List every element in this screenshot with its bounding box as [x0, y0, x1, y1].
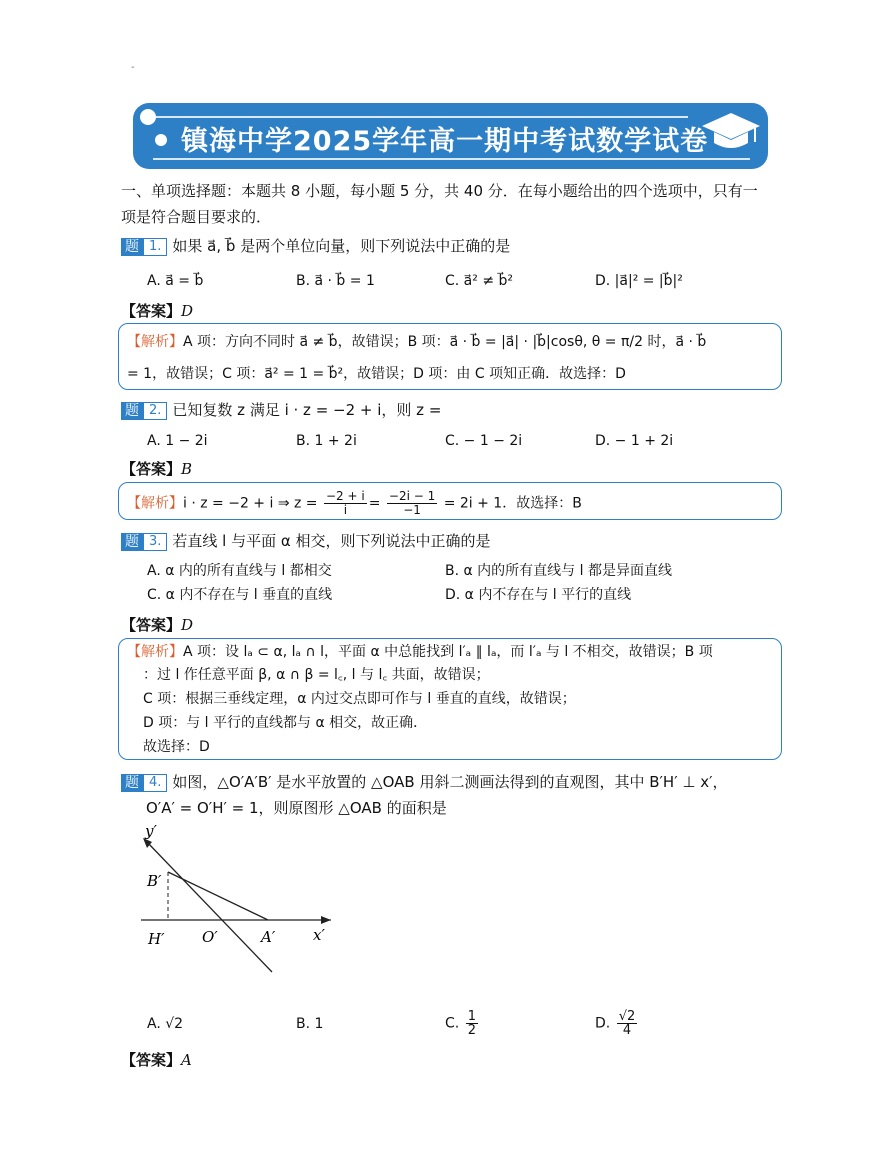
oblique-figure — [135, 820, 345, 980]
option-a: A. √2 — [147, 1016, 184, 1032]
analysis-line: C 项：根据三垂线定理，α 内过交点即可作与 l 垂直的直线，故错误； — [143, 691, 576, 707]
analysis-line: ：过 l 作任意平面 β, α ∩ β = l꜀, l 与 l꜀ 共面，故错误； — [143, 667, 490, 683]
fraction: $\frac{1}{2}$ — [467, 1009, 476, 1038]
question-1 — [121, 236, 510, 256]
label-h: H′ — [148, 930, 165, 948]
page-title: 镇海中学2025学年高一期中考试数学试卷 — [181, 126, 709, 157]
banner-line-bottom — [153, 158, 750, 160]
section-heading-cont: 项是符合题目要求的． — [121, 208, 272, 226]
question-2 — [121, 400, 441, 420]
label-b: B′ — [147, 872, 162, 890]
option-d: D. |a⃗|² = |b⃗|² — [595, 273, 683, 289]
banner-line-top — [153, 116, 688, 118]
fraction: $\frac{√2}{4}$ — [618, 1009, 636, 1038]
question-tag: 题 3. — [121, 533, 167, 551]
question-3 — [121, 531, 491, 551]
question-stem: 如图，△O′A′B′ 是水平放置的 △OAB 用斜二测画法得到的直观图，其中 B′H′ ⊥ x′， — [172, 773, 728, 791]
analysis-box-1 — [118, 323, 782, 390]
section-heading: 一、单项选择题：本题共 8 小题，每小题 5 分，共 40 分．在每小题给出的四个选项中，只有一 — [121, 182, 758, 200]
question-tag: 题 4. — [121, 774, 167, 792]
answer-2: 【答案】B — [121, 460, 193, 478]
answer-1: 【答案】D — [121, 302, 194, 320]
fraction: $\frac{-2 + i}{i}$ — [326, 489, 365, 517]
banner-circle — [140, 109, 156, 125]
label-y: y′ — [145, 822, 157, 840]
option-c: C. α 内不存在与 l 垂直的直线 — [147, 587, 333, 603]
question-4 — [121, 772, 728, 792]
analysis-line: = 1，故错误；C 项：a⃗² = 1 = b⃗²，故错误；D 项：由 C 项知正确．故选择：D — [127, 366, 626, 382]
option-c: C. − 1 − 2i — [445, 433, 523, 449]
option-d: D. $\frac{√2}{4}$ — [595, 1009, 636, 1038]
analysis-line: D 项：与 l 平行的直线都与 α 相交，故正确． — [143, 715, 428, 731]
question-stem: 如果 a⃗, b⃗ 是两个单位向量，则下列说法中正确的是 — [172, 237, 511, 255]
question-stem: 若直线 l 与平面 α 相交，则下列说法中正确的是 — [172, 532, 491, 550]
analysis-box-3 — [118, 638, 782, 760]
option-a: A. a⃗ = b⃗ — [147, 273, 204, 289]
question-tag: 题 2. — [121, 402, 167, 420]
question-stem-cont: O′A′ = O′H′ = 1，则原图形 △OAB 的面积是 — [146, 799, 447, 817]
top-mark: - — [131, 62, 135, 73]
option-a: A. α 内的所有直线与 l 都相交 — [147, 563, 332, 579]
option-b: B. 1 + 2i — [296, 433, 357, 449]
analysis-line: 【解析】A 项：设 lₐ ⊂ α, lₐ ∩ l，平面 α 中总能找到 l′ₐ ∥ lₐ，而 l′ₐ 与 l 不相交，故错误；B 项 — [127, 644, 713, 660]
option-b: B. 1 — [296, 1016, 324, 1032]
title-banner — [133, 103, 768, 169]
analysis-box-2 — [118, 482, 782, 520]
question-stem: 已知复数 z 满足 i · z = −2 + i，则 z = — [172, 401, 442, 419]
option-a: A. 1 − 2i — [147, 433, 208, 449]
graduation-cap-icon — [700, 109, 762, 155]
x-axis-arrow — [321, 916, 331, 924]
option-c: C. a⃗² ≠ b⃗² — [445, 273, 513, 289]
label-o: O′ — [202, 928, 218, 946]
option-d: D. α 内不存在与 l 平行的直线 — [445, 587, 632, 603]
analysis-line: 【解析】A 项：方向不同时 a⃗ ≠ b⃗，故错误；B 项：a⃗ · b⃗ = |a⃗| · |b⃗|cosθ, θ = π/2 时，a⃗ · b⃗ — [127, 334, 707, 350]
option-c: C. $\frac{1}{2}$ — [445, 1009, 476, 1038]
label-x: x′ — [313, 926, 325, 944]
banner-circle — [155, 134, 167, 146]
question-tag: 题 1. — [121, 238, 167, 256]
option-b: B. a⃗ · b⃗ = 1 — [296, 273, 375, 289]
label-a: A′ — [261, 928, 276, 946]
answer-3: 【答案】D — [121, 616, 194, 634]
answer-4: 【答案】A — [121, 1051, 192, 1069]
fraction: $\frac{-2i - 1}{-1}$ — [388, 489, 436, 517]
y-axis — [147, 842, 272, 972]
option-b: B. α 内的所有直线与 l 都是异面直线 — [445, 563, 672, 579]
segment-ba — [168, 872, 268, 920]
analysis-line: 故选择：D — [143, 739, 210, 755]
analysis-line: 【解析】i · z = −2 + i ⇒ z = $\frac{-2 + i}{i}$ = $\frac{-2i - 1}{-1}$ = 2i + 1．故选择：B — [127, 489, 582, 517]
option-d: D. − 1 + 2i — [595, 433, 674, 449]
